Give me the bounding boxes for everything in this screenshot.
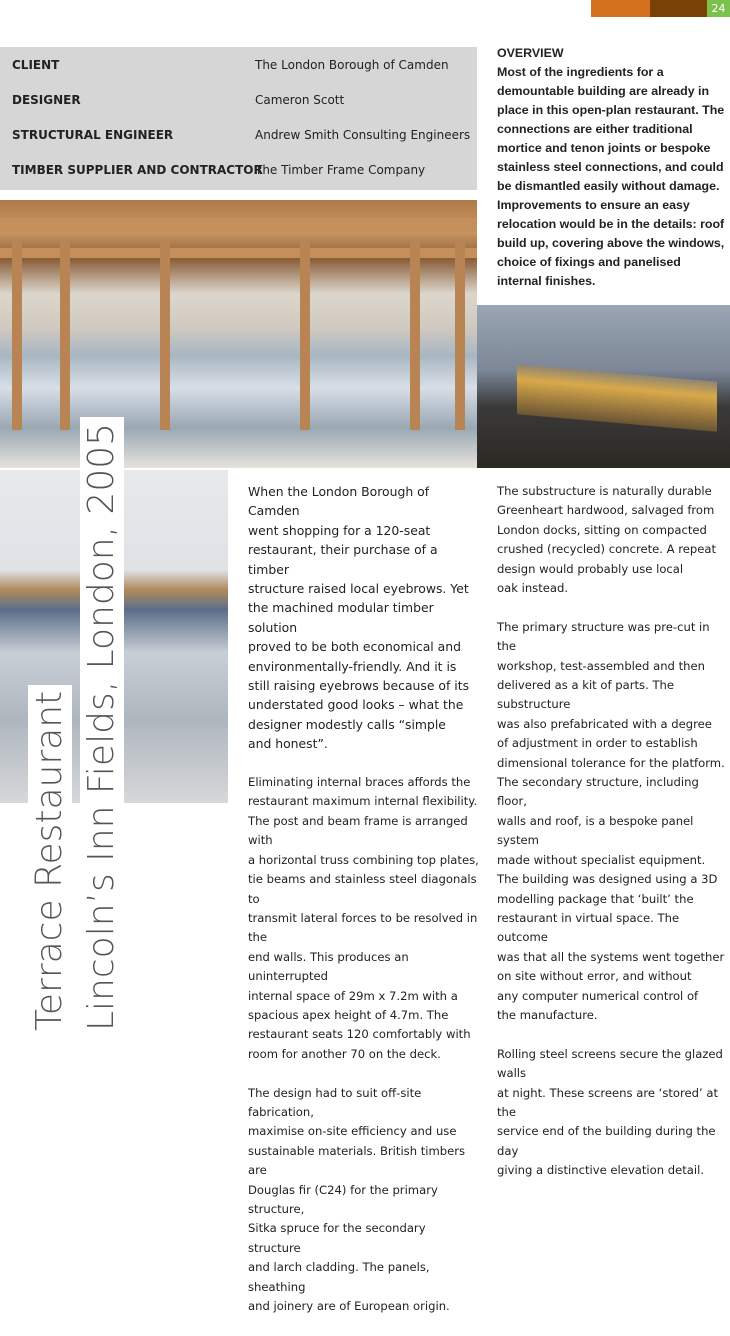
project-info-table — [0, 47, 477, 190]
paragraph: When the London Borough of Camden went shopping for a 120-seat restaurant, their purchase of a timber structure raised local eyebrows. Yet the machined modular timber solution proved to be both economical and environmentally-friendly. And it is still raising eyebrows because of its understated good looks – what the designer modestly calls “simple and honest”. — [248, 484, 470, 752]
paragraph: The primary structure was pre-cut in the workshop, test-assembled and then delivered as a kit of parts. The substructure was also prefabricated with a degree of adjustment in order to establish dimensional tolerance for the platform. The secondary structure, including floor, walls and roof, is a bespoke panel system made without specialist equipment. The building was designed using a 3D modelling package that ‘built’ the restaurant in virtual space. The outcome was that all the systems went together on site without error, and without any computer numerical control of the manufacture. — [497, 619, 725, 1022]
body-column-1 — [248, 482, 480, 1336]
info-label: CLIENT — [12, 58, 60, 72]
info-value: The Timber Frame Company — [255, 163, 426, 177]
restaurant-exterior-night-photo — [477, 305, 730, 468]
info-value: Cameron Scott — [255, 93, 345, 107]
paragraph: Eliminating internal braces affords the restaurant maximum internal flexibility. The post and beam frame is arranged with a horizontal truss combining top plates, tie beams and stainless steel diagonals to transmit lateral forces to be resolved in the end walls. This produces an uninterrupted internal space of 29m x 7.2m with a spacious apex height of 4.7m. The restaurant seats 120 comfortably with room for another 70 on the deck. — [248, 775, 479, 1061]
info-label: STRUCTURAL ENGINEER — [12, 128, 174, 142]
overview-text: Most of the ingredients for a demountable building are already in place in this open-plan restaurant. The connections are either traditional mortice and tenon joints or bespoke stainless steel connections, and could be dismantled easily without damage. Improvements to ensure an easy relocation would be in the details: roof build up, covering above the windows, choice of fixings and panelised internal finishes. — [497, 65, 725, 288]
info-label: TIMBER SUPPLIER AND CONTRACTOR — [12, 163, 263, 177]
restaurant-interior-photo — [0, 200, 477, 468]
info-value: Andrew Smith Consulting Engineers — [255, 128, 471, 142]
title-line-2: Lincoln’s Inn Fields, London, 2005 — [80, 417, 124, 1037]
body-column-2 — [497, 482, 729, 1200]
header-bar-brown — [650, 0, 707, 17]
page-number: 24 — [707, 0, 730, 17]
title-line-1: Terrace Restaurant — [28, 685, 72, 1037]
overview — [497, 44, 729, 291]
paragraph: The design had to suit off-site fabrication, maximise on-site efficiency and use sustainable materials. British timbers are Douglas fir (C24) for the primary structure, Sitka spruce for the secondary structure and larch cladding. The panels, sheathing and joinery are of European origin. — [248, 1085, 466, 1314]
paragraph: Rolling steel screens secure the glazed walls at night. These screens are ‘stored’ at the service end of the building during the day giving a distinctive elevation detail. — [497, 1046, 723, 1178]
info-value: The London Borough of Camden — [255, 58, 449, 72]
header-bar-orange — [591, 0, 650, 17]
overview-heading: OVERVIEW — [497, 46, 564, 60]
info-label: DESIGNER — [12, 93, 81, 107]
paragraph: The substructure is naturally durable Greenheart hardwood, salvaged from London docks, sitting on compacted crushed (recycled) concrete. A repeat design would probably use local oak instead. — [497, 484, 717, 596]
